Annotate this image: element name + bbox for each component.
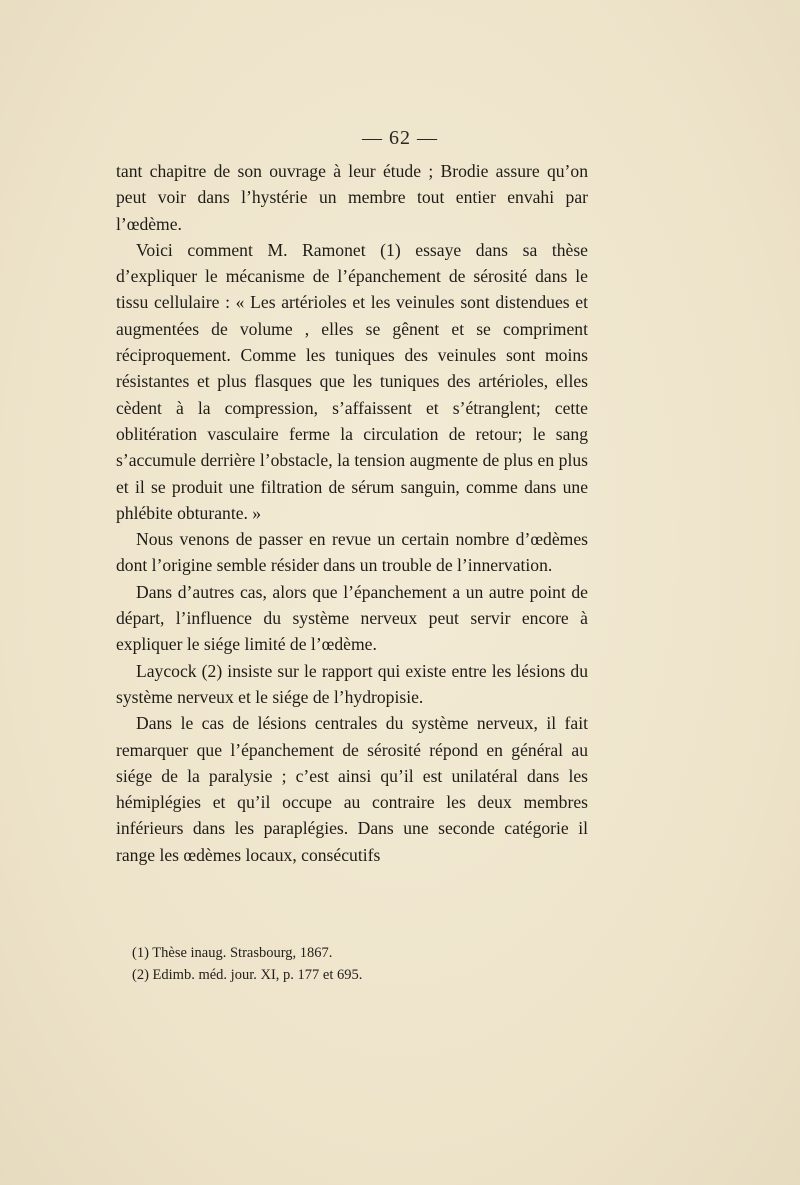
paragraph: Dans le cas de lésions centrales du système nerveux, il fait remarquer que l’épanchement de sérosité répond en général au siége de la paralysie ; c’est ainsi qu’il est unilatéral dans les hémiplégies et qu’il occupe au contraire les deux membres inférieurs dans les paraplégies. Dans une seconde catégorie il range les œdèmes locaux, consécutifs — [116, 713, 588, 865]
paragraph: tant chapitre de son ouvrage à leur étude ; Brodie assure qu’on peut voir dans l’hystérie un membre tout entier envahi par l’œdème. — [116, 161, 588, 234]
page-number: — 62 — — [362, 127, 438, 149]
footnotes — [132, 942, 362, 986]
paragraph: Nous venons de passer en revue un certain nombre d’œdèmes dont l’origine semble résider dans un trouble de l’innervation. — [116, 529, 588, 576]
paragraph: Voici comment M. Ramonet (1) essaye dans sa thèse d’expliquer le mécanisme de l’épanchement de sérosité dans le tissu cellulaire : « Les artérioles et les veinules sont distendues et augmentées de volume , elles se gênent et se compriment réciproquement. Comme les tuniques des veinules sont moins résistantes et plus flasques que les tuniques des artérioles, elles cèdent à la compression, s’affaissent et s’étranglent; cette oblitération vasculaire ferme la circulation de retour; le sang s’accumule derrière l’obstacle, la tension augmente de plus en plus et il se produit une filtration de sérum sanguin, comme dans une phlébite obturante. » — [116, 239, 588, 523]
paragraph: Dans d’autres cas, alors que l’épanchement a un autre point de départ, l’influence du système nerveux peut servir encore à expliquer le siége limité de l’œdème. — [116, 581, 588, 655]
footnote: (2) Edimb. méd. jour. XI, p. 177 et 695. — [132, 967, 363, 983]
paragraph: Laycock (2) insiste sur le rapport qui existe entre les lésions du système nerveux et le siége de l’hydropisie. — [116, 660, 588, 707]
body-text — [116, 158, 588, 868]
footnote: (1) Thèse inaug. Strasbourg, 1867. — [132, 945, 333, 961]
